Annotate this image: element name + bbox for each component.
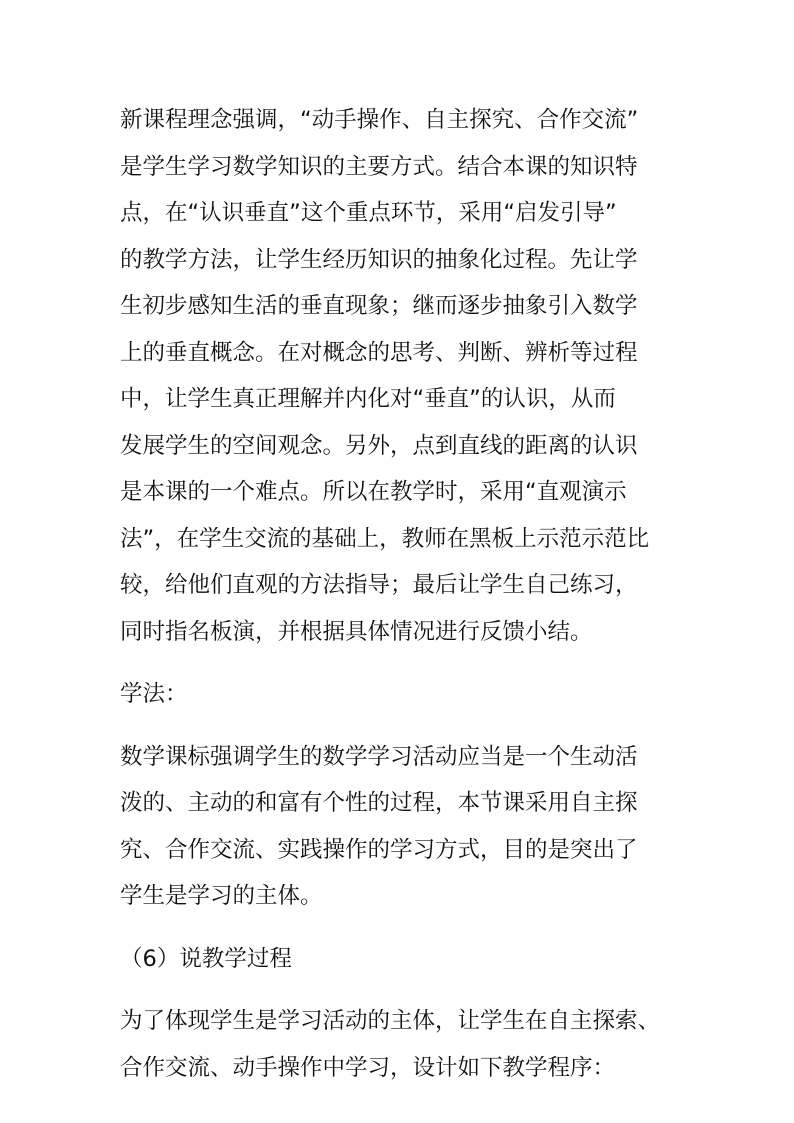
text-line: 为了体现学生是学习活动的主体，让学生在自主探索、 bbox=[120, 1008, 661, 1034]
text-line: 中，让学生真正理解并内化对“垂直”的认识，从而 bbox=[120, 386, 616, 412]
paragraph-spacing bbox=[120, 655, 700, 671]
paragraph-teaching-process bbox=[120, 998, 700, 1091]
text-line: 合作交流、动手操作中学习，设计如下教学程序： bbox=[120, 1054, 616, 1081]
paragraph-study-method bbox=[120, 734, 700, 920]
paragraph-teaching-method bbox=[120, 97, 700, 655]
text-line: 发展学生的空间观念。另外，点到直线的距离的认识 bbox=[120, 432, 638, 459]
text-line: 是学生学习数学知识的主要方式。结合本课的知识特 bbox=[120, 153, 638, 180]
heading-study-method bbox=[120, 671, 700, 718]
text-line: 同时指名板演，并根据具体情况进行反馈小结。 bbox=[120, 618, 593, 645]
heading-teaching-process bbox=[120, 936, 700, 983]
text-line: 新课程理念强调，“动手操作、自主探究、合作交流” bbox=[120, 107, 639, 133]
text-line: 较，给他们直观的方法指导；最后让学生自己练习， bbox=[120, 572, 638, 598]
heading-text: （6）说教学过程 bbox=[120, 945, 292, 972]
text-line: 是本课的一个难点。所以在教学时，采用“直观演示 bbox=[120, 479, 627, 505]
paragraph-spacing bbox=[120, 982, 700, 998]
text-line: 究、合作交流、实践操作的学习方式，目的是突出了 bbox=[120, 836, 638, 863]
text-line: 法”，在学生交流的基础上，教师在黑板上示范示范比 bbox=[120, 525, 650, 552]
heading-text: 学法： bbox=[120, 681, 188, 707]
paragraph-spacing bbox=[120, 718, 700, 734]
text-line: 生初步感知生活的垂直现象；继而逐步抽象引入数学 bbox=[120, 293, 638, 319]
text-line: 上的垂直概念。在对概念的思考、判断、辨析等过程 bbox=[120, 339, 638, 366]
document-body bbox=[120, 97, 700, 1091]
paragraph-spacing bbox=[120, 920, 700, 936]
text-line: 的教学方法，让学生经历知识的抽象化过程。先让学 bbox=[120, 246, 638, 273]
text-line: 泼的、主动的和富有个性的过程，本节课采用自主探 bbox=[120, 790, 638, 816]
text-line: 点，在“认识垂直”这个重点环节，采用“启发引导” bbox=[120, 200, 617, 226]
text-line: 数学课标强调学生的数学学习活动应当是一个生动活 bbox=[120, 743, 638, 770]
text-line: 学生是学习的主体。 bbox=[120, 883, 323, 909]
